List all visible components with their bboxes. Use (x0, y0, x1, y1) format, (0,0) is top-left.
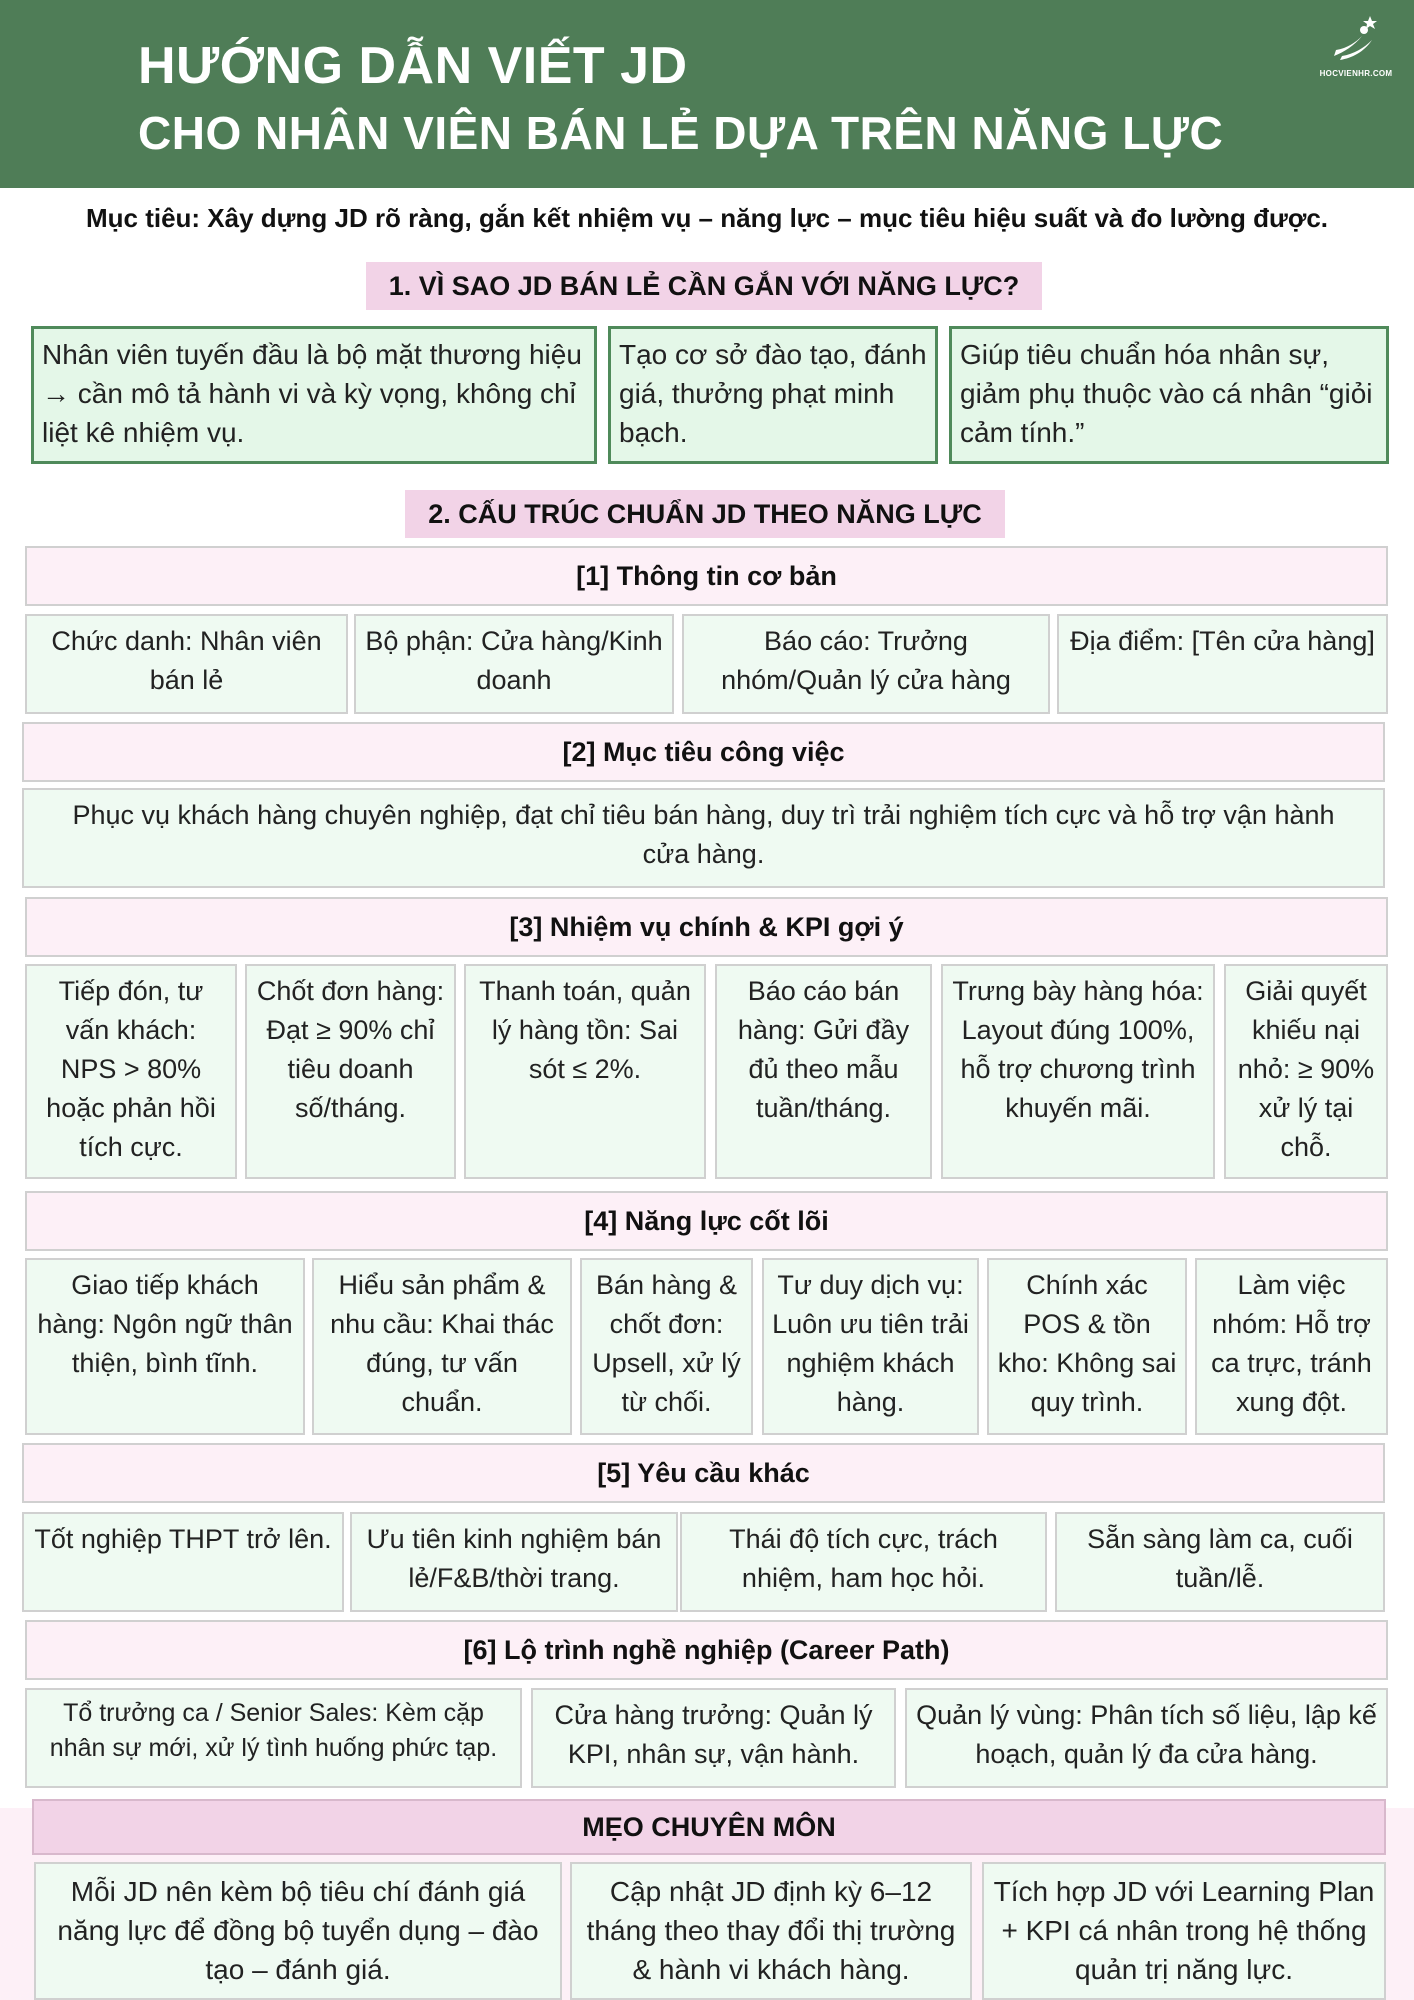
basic-info-cell: Địa điểm: [Tên cửa hàng] (1057, 614, 1388, 714)
task-kpi-cell: Giải quyết khiếu nại nhỏ: ≥ 90% xử lý tại chỗ. (1224, 964, 1388, 1179)
title-line-1: HƯỚNG DẪN VIẾT JD (138, 37, 688, 95)
title-line-2: CHO NHÂN VIÊN BÁN LẺ DỰA TRÊN NĂNG LỰC (138, 107, 1224, 159)
competency-cell: Chính xác POS & tồn kho: Không sai quy trình. (987, 1258, 1187, 1435)
competency-cell: Hiểu sản phẩm & nhu cầu: Khai thác đúng, tư vấn chuẩn. (312, 1258, 572, 1435)
logo-runner-icon (1326, 12, 1386, 64)
basic-info-cell: Bộ phận: Cửa hàng/Kinh doanh (354, 614, 674, 714)
header-banner (0, 0, 1414, 188)
requirement-cell: Ưu tiên kinh nghiệm bán lẻ/F&B/thời trang. (350, 1512, 678, 1612)
requirement-cell: Thái độ tích cực, trách nhiệm, ham học hỏi. (680, 1512, 1047, 1612)
section-2-title: 2. CẤU TRÚC CHUẨN JD THEO NĂNG LỰC (405, 490, 1005, 538)
competency-cell: Bán hàng & chốt đơn: Upsell, xử lý từ chối. (580, 1258, 753, 1435)
requirement-cell: Tốt nghiệp THPT trở lên. (22, 1512, 344, 1612)
reason-box: Nhân viên tuyến đầu là bộ mặt thương hiệu → cần mô tả hành vi và kỳ vọng, không chỉ liệt kê nhiệm vụ. (31, 326, 597, 464)
basic-info-cell: Báo cáo: Trưởng nhóm/Quản lý cửa hàng (682, 614, 1050, 714)
logo-text: HOCVIENHR.COM (1319, 69, 1393, 78)
competency-cell: Làm việc nhóm: Hỗ trợ ca trực, tránh xung đột. (1195, 1258, 1388, 1435)
requirement-cell: Sẵn sàng làm ca, cuối tuần/lễ. (1055, 1512, 1385, 1612)
reason-box: Giúp tiêu chuẩn hóa nhân sự, giảm phụ thuộc vào cá nhân “giỏi cảm tính.” (949, 326, 1389, 464)
task-kpi-cell: Tiếp đón, tư vấn khách: NPS > 80% hoặc phản hồi tích cực. (25, 964, 237, 1179)
career-path-cell: Quản lý vùng: Phân tích số liệu, lập kế hoạch, quản lý đa cửa hàng. (905, 1688, 1388, 1788)
section-1-title: 1. VÌ SAO JD BÁN LẺ CẦN GẮN VỚI NĂNG LỰC? (366, 262, 1042, 310)
task-kpi-cell: Thanh toán, quản lý hàng tồn: Sai sót ≤ 2%. (464, 964, 706, 1179)
part-3-heading: [3] Nhiệm vụ chính & KPI gợi ý (25, 897, 1388, 957)
job-goal-cell: Phục vụ khách hàng chuyên nghiệp, đạt chỉ tiêu bán hàng, duy trì trải nghiệm tích cực và hỗ trợ vận hành cửa hàng. (22, 788, 1385, 888)
goal-statement: Mục tiêu: Xây dựng JD rõ ràng, gắn kết nhiệm vụ – năng lực – mục tiêu hiệu suất và đo lường được. (85, 203, 1329, 233)
task-kpi-cell: Trưng bày hàng hóa: Layout đúng 100%, hỗ trợ chương trình khuyến mãi. (941, 964, 1215, 1179)
part-4-heading: [4] Năng lực cốt lõi (25, 1191, 1388, 1251)
part-5-heading: [5] Yêu cầu khác (22, 1443, 1385, 1503)
competency-cell: Tư duy dịch vụ: Luôn ưu tiên trải nghiệm khách hàng. (762, 1258, 979, 1435)
reason-box: Tạo cơ sở đào tạo, đánh giá, thưởng phạt minh bạch. (608, 326, 938, 464)
part-2-heading: [2] Mục tiêu công việc (22, 722, 1385, 782)
task-kpi-cell: Báo cáo bán hàng: Gửi đầy đủ theo mẫu tuần/tháng. (715, 964, 932, 1179)
career-path-cell: Cửa hàng trưởng: Quản lý KPI, nhân sự, vận hành. (531, 1688, 896, 1788)
logo (1316, 12, 1396, 84)
career-path-cell: Tổ trưởng ca / Senior Sales: Kèm cặp nhân sự mới, xử lý tình huống phức tạp. (25, 1688, 522, 1788)
part-6-heading: [6] Lộ trình nghề nghiệp (Career Path) (25, 1620, 1388, 1680)
part-1-heading: [1] Thông tin cơ bản (25, 546, 1388, 606)
tips-title: MẸO CHUYÊN MÔN (32, 1799, 1386, 1855)
tip-card: Cập nhật JD định kỳ 6–12 tháng theo thay đổi thị trường & hành vi khách hàng. (570, 1862, 972, 2000)
tip-card: Tích hợp JD với Learning Plan + KPI cá nhân trong hệ thống quản trị năng lực. (982, 1862, 1386, 2000)
task-kpi-cell: Chốt đơn hàng: Đạt ≥ 90% chỉ tiêu doanh số/tháng. (245, 964, 456, 1179)
basic-info-cell: Chức danh: Nhân viên bán lẻ (25, 614, 348, 714)
tip-card: Mỗi JD nên kèm bộ tiêu chí đánh giá năng lực để đồng bộ tuyển dụng – đào tạo – đánh giá. (34, 1862, 562, 2000)
competency-cell: Giao tiếp khách hàng: Ngôn ngữ thân thiện, bình tĩnh. (25, 1258, 305, 1435)
